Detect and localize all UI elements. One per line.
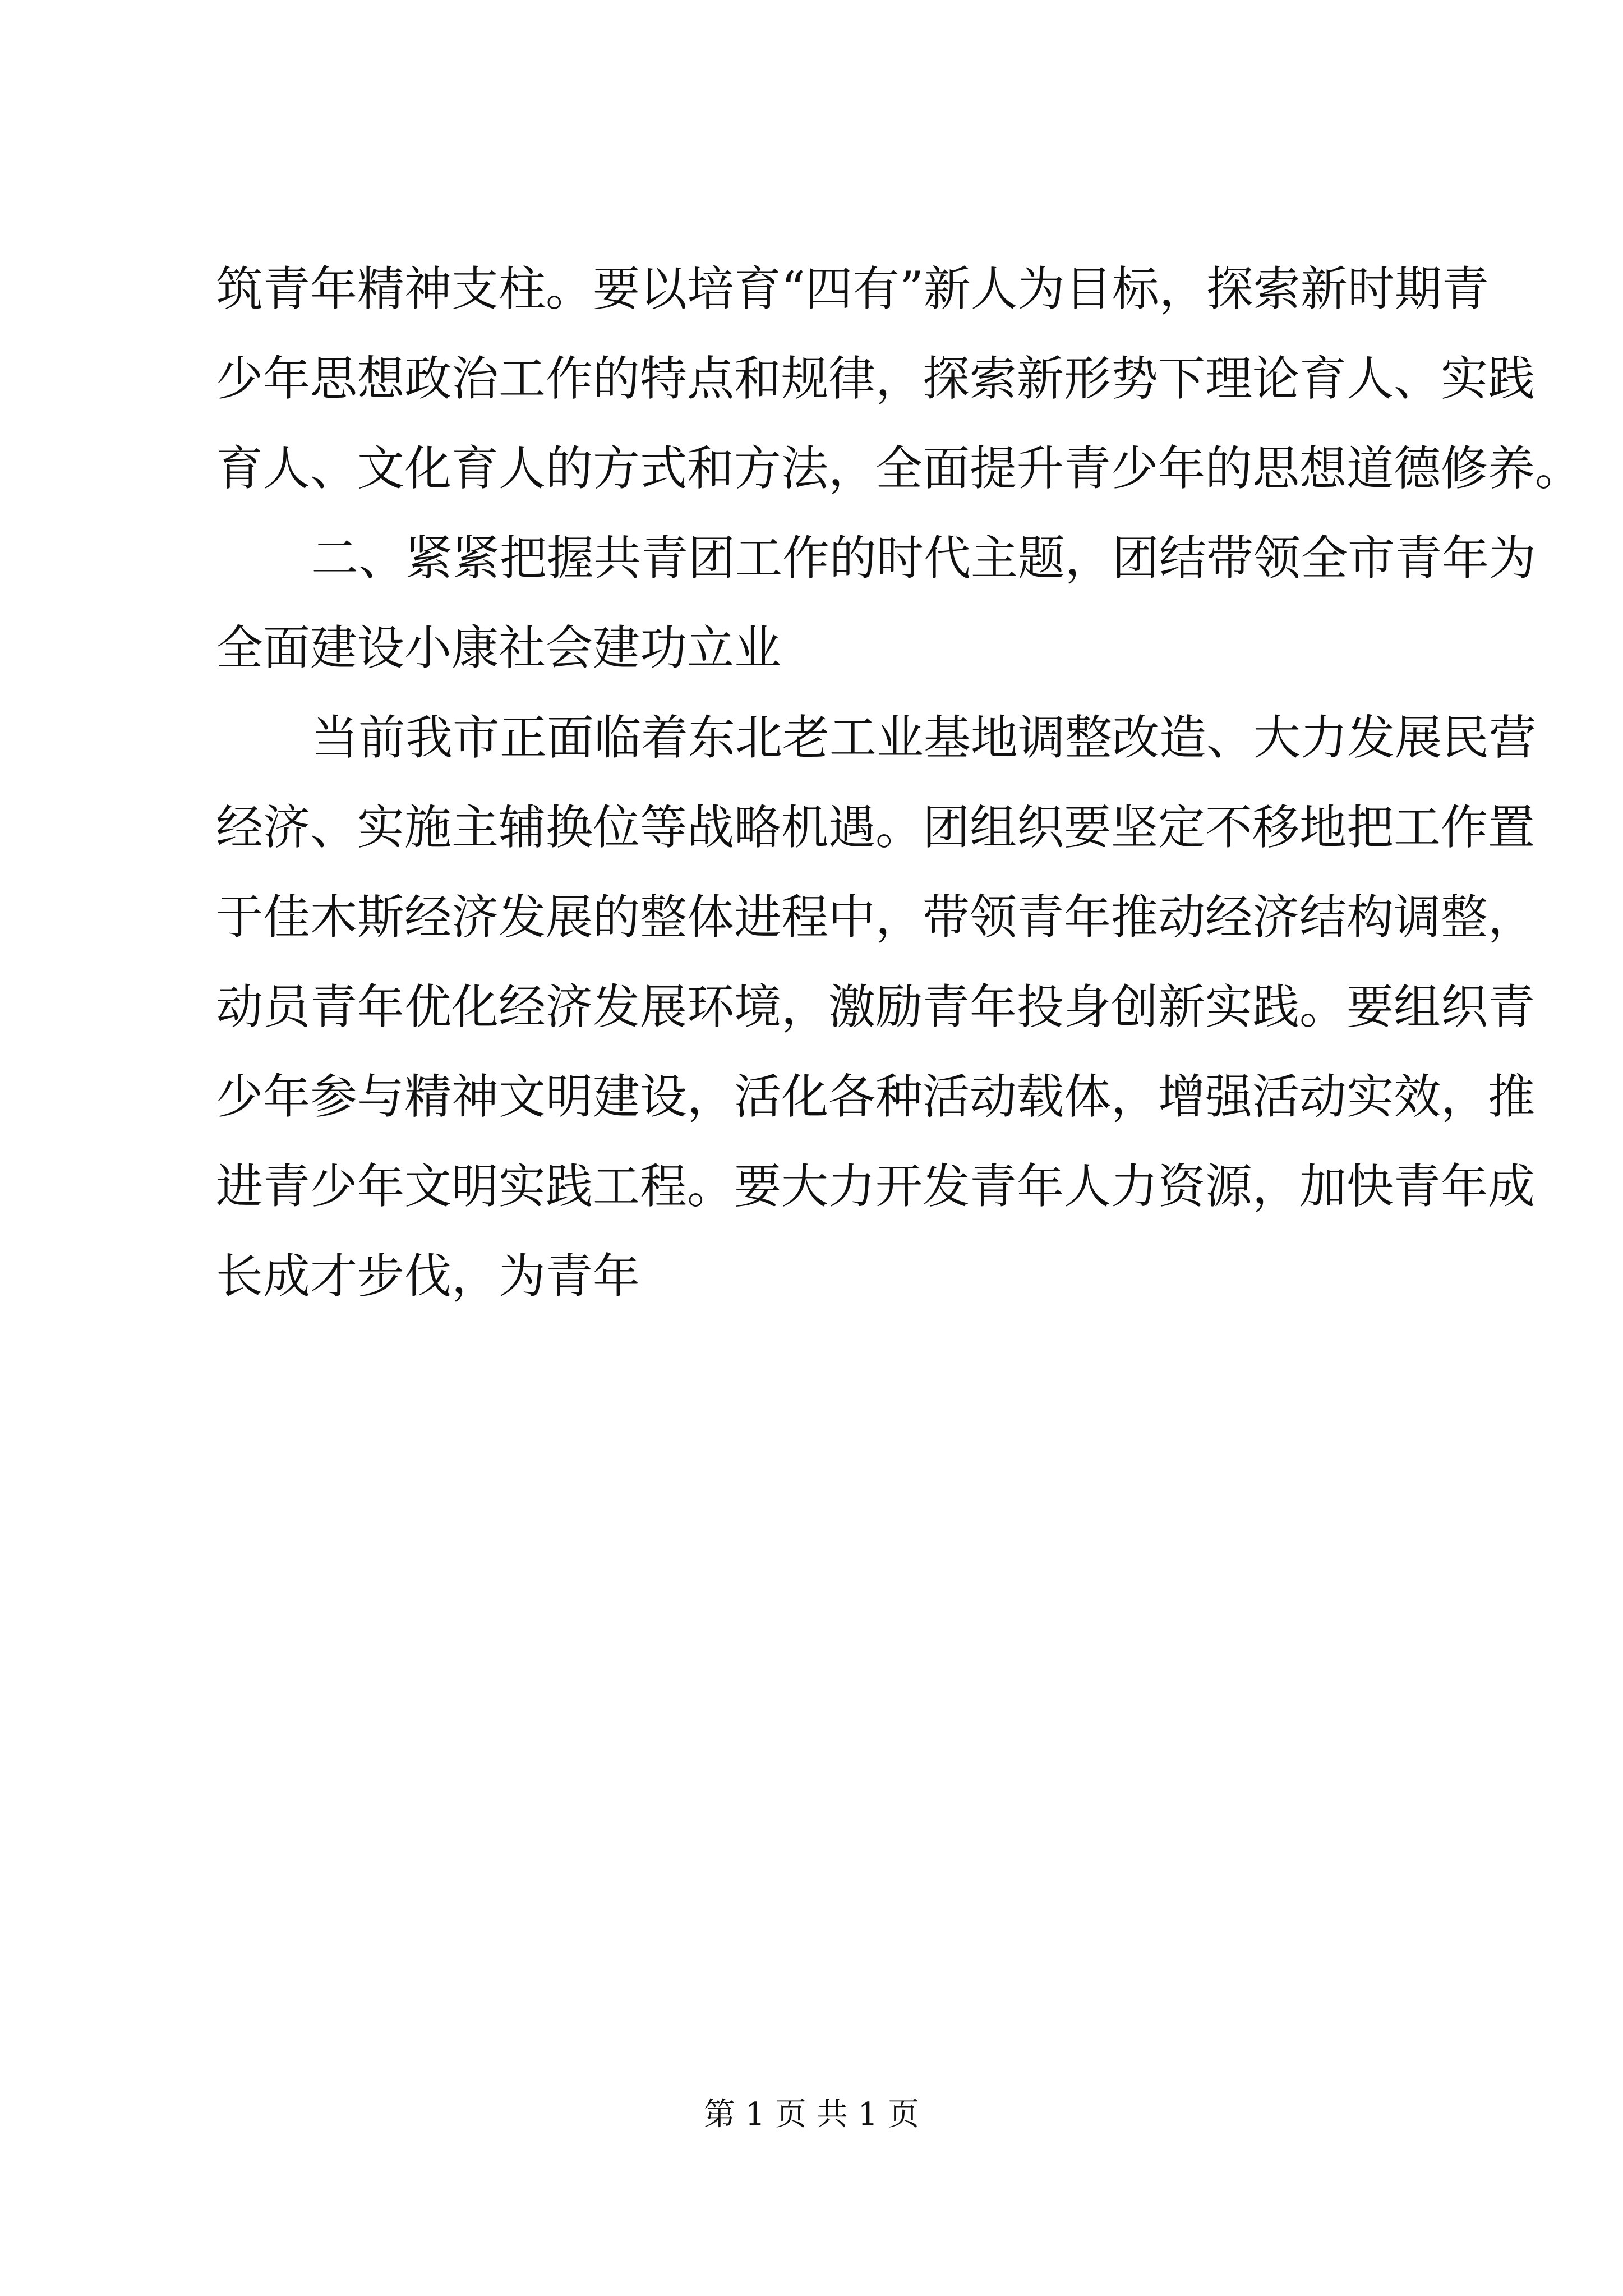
paragraph-line: 进青少年文明实践工程。要大力开发青年人力资源，加快青年成 bbox=[216, 1159, 1536, 1214]
paragraph-line: 育人、文化育人的方式和方法，全面提升青少年的思想道德修养。 bbox=[216, 441, 1583, 496]
paragraph-line: 筑青年精神支柱。要以培育“四有”新人为目标，探索新时期青 bbox=[216, 261, 1489, 316]
paragraph-line: 经济、实施主辅换位等战略机遇。团组织要坚定不移地把工作置 bbox=[216, 800, 1536, 855]
paragraph-line: 当前我市正面临着东北老工业基地调整改造、大力发展民营 bbox=[311, 710, 1537, 765]
paragraph-line: 于佳木斯经济发展的整体进程中，带领青年推动经济结构调整， bbox=[216, 890, 1536, 945]
paragraph-line: 长成才步伐，为青年 bbox=[216, 1249, 640, 1304]
paragraph-line: 少年思想政治工作的特点和规律，探索新形势下理论育人、实践 bbox=[216, 351, 1536, 406]
paragraph-line: 动员青年优化经济发展环境，激励青年投身创新实践。要组织青 bbox=[216, 979, 1536, 1034]
section-heading-line: 二、紧紧把握共青团工作的时代主题，团结带领全市青年为 bbox=[311, 531, 1537, 586]
body-text bbox=[216, 244, 1583, 1321]
section-heading-line: 全面建设小康社会建功立业 bbox=[216, 620, 782, 675]
page-footer: 第 1 页 共 1 页 bbox=[703, 2096, 920, 2133]
paragraph-line: 少年参与精神文明建设，活化各种活动载体，增强活动实效，推 bbox=[216, 1069, 1536, 1124]
